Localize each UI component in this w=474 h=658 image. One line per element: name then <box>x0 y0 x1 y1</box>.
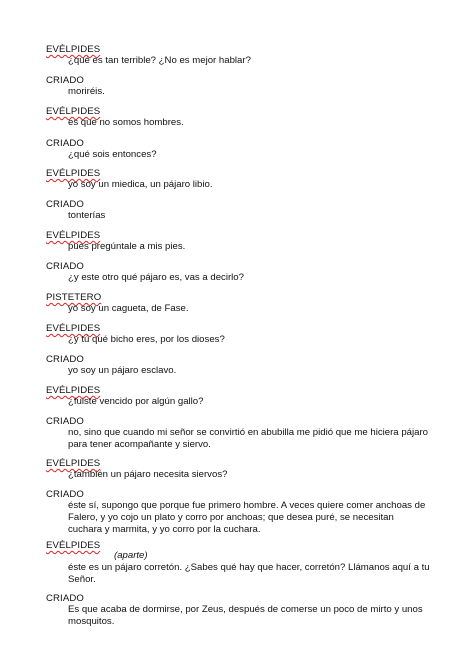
dialogue-line: éste es un pájaro corretón. ¿Sabes qué hay que hacer, corretón? Llámanos aquí a tu <box>68 562 430 573</box>
speaker-name: EVÉLPIDES <box>46 168 101 179</box>
speaker-name: CRIADO <box>46 75 84 86</box>
dialogue-line: ¿y este otro qué pájaro es, vas a decirlo? <box>68 272 244 283</box>
dialogue-line: ¿y tú qué bicho eres, por los dioses? <box>68 334 225 345</box>
speaker-name: CRIADO <box>46 261 84 272</box>
speaker-name: EVÉLPIDES <box>46 44 101 55</box>
speaker-name: EVÉLPIDES <box>46 230 101 241</box>
dialogue-line: éste sí, supongo que porque fue primero hombre. A veces quiere comer anchoas de <box>68 500 426 511</box>
stage-direction: (aparte) <box>114 550 148 561</box>
speaker-name: CRIADO <box>46 489 84 500</box>
dialogue-line: ¿también un pájaro necesita siervos? <box>68 469 228 480</box>
speaker-name: EVÉLPIDES <box>46 106 101 117</box>
dialogue-line: Es que acaba de dormirse, por Zeus, después de comerse un poco de mirto y unos <box>68 604 423 615</box>
dialogue-line: yo soy un cagueta, de Fase. <box>68 303 189 314</box>
speaker-name: CRIADO <box>46 593 84 604</box>
speaker-name: EVÉLPIDES <box>46 323 101 334</box>
dialogue-line: tonterías <box>68 210 106 221</box>
dialogue-line: mosquitos. <box>68 616 115 627</box>
dialogue-line: yo soy un pájaro esclavo. <box>68 365 177 376</box>
dialogue-line: cuchara y marmita, y yo corro por la cuchara. <box>68 524 261 535</box>
speaker-name: PISTETERO <box>46 292 102 303</box>
dialogue-line: es que no somos hombres. <box>68 117 184 128</box>
dialogue-line: para tener acompañante y siervo. <box>68 439 211 450</box>
dialogue-line: pues pregúntale a mis pies. <box>68 241 186 252</box>
speaker-name: EVÉLPIDES <box>46 458 101 469</box>
dialogue-line: ¿fuiste vencido por algún gallo? <box>68 396 204 407</box>
dialogue-line: moriréis. <box>68 86 105 97</box>
dialogue-line: Señor. <box>68 574 96 585</box>
dialogue-line: Falero, y yo cojo un plato y corro por anchoas; que desea puré, se necesitan <box>68 512 394 523</box>
dialogue-line: ¿qué es tan terrible? ¿No es mejor hablar? <box>68 55 251 66</box>
speaker-name: EVÉLPIDES <box>46 540 101 551</box>
dialogue-line: yo soy un miedica, un pájaro libio. <box>68 179 213 190</box>
speaker-name: EVÉLPIDES <box>46 385 101 396</box>
speaker-name: CRIADO <box>46 354 84 365</box>
dialogue-line: no, sino que cuando mi señor se convirtió en abubilla me pidió que me hiciera pájaro <box>68 427 428 438</box>
speaker-name: CRIADO <box>46 416 84 427</box>
dialogue-line: ¿qué sois entonces? <box>68 149 157 160</box>
speaker-name: CRIADO <box>46 199 84 210</box>
speaker-name: CRIADO <box>46 138 84 149</box>
